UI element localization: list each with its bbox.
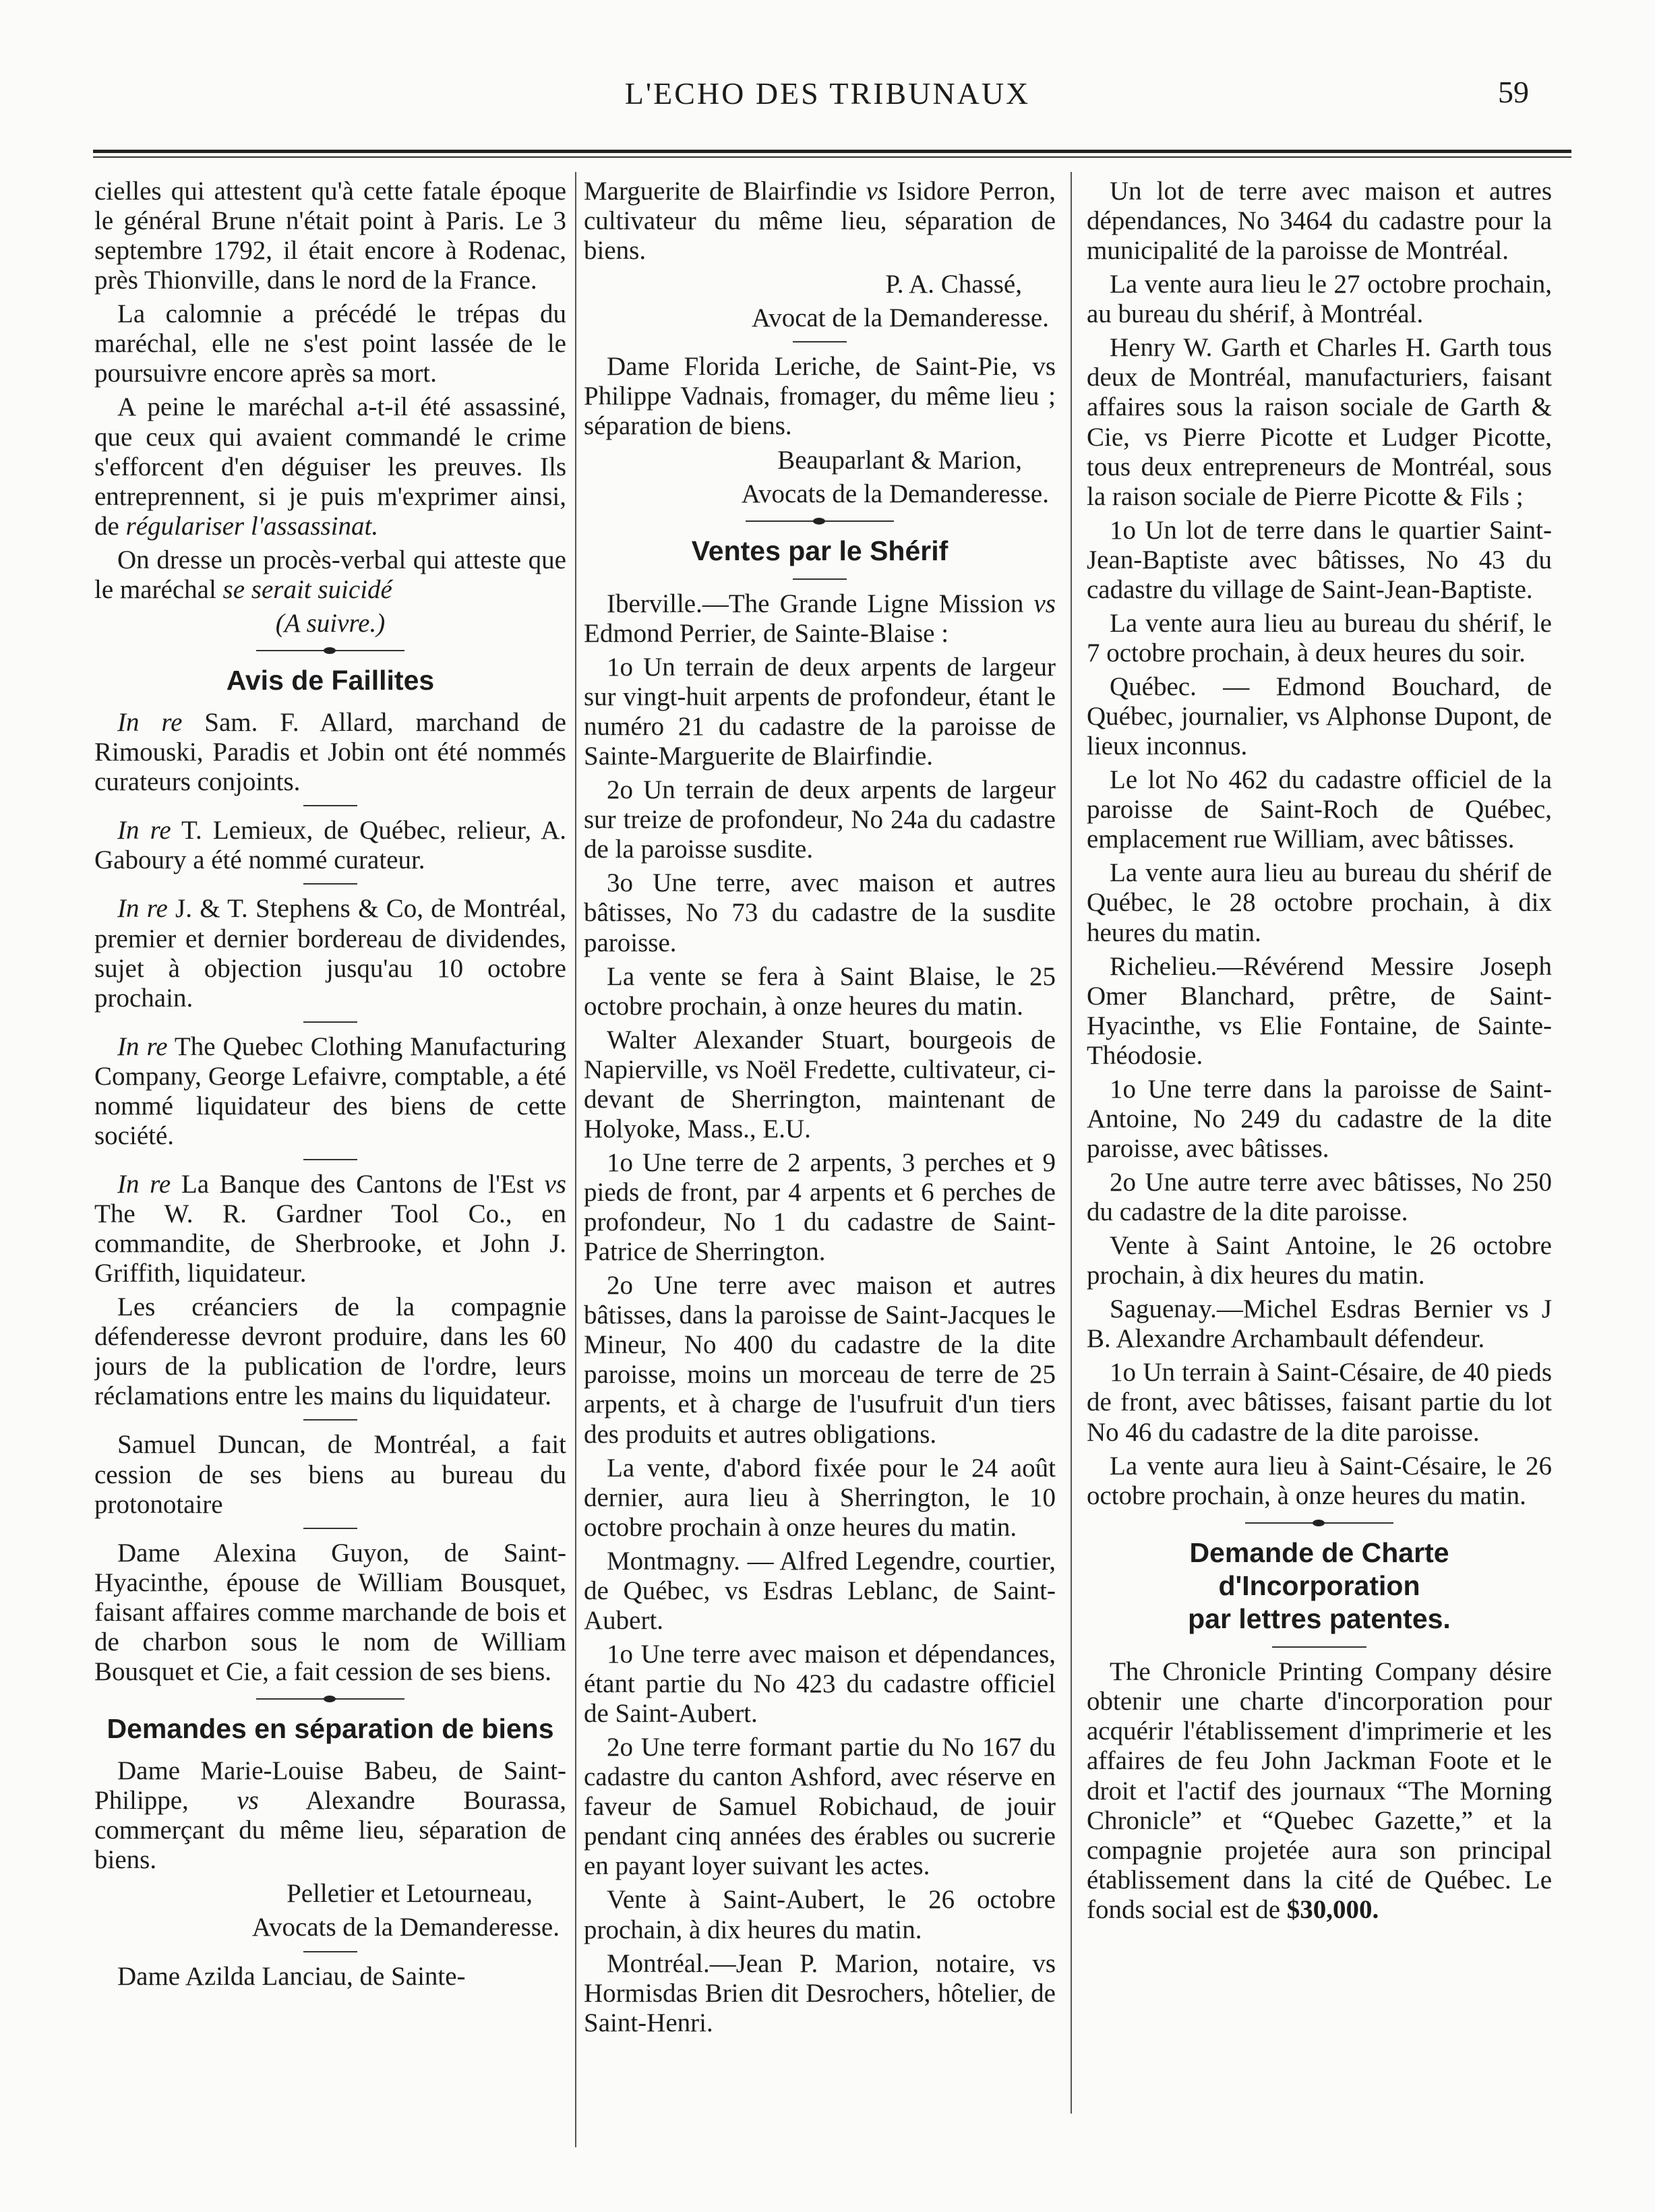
sale-notice: 1o Une terre avec maison et dépendances, étant partie du No 423 du cadastre officiel de Saint-Aubert. [584,1639,1056,1729]
bankruptcy-notice: In re T. Lemieux, de Québec, relieur, A. Gaboury a été nommé curateur. [94,816,566,875]
bankruptcy-notice: In re The Quebec Clothing Manufacturing Company, George Lefaivre, comptable, a été nommé liquidateur des biens de cette société. [94,1032,566,1150]
header-rule-thin [93,156,1571,158]
separation-notice: Dame Azilda Lanciau, de Sainte- [117,1961,466,1991]
sale-notice: La vente se fera à Saint Blaise, le 25 octobre prochain, à onze heures du matin. [584,961,1056,1021]
separator-dash [303,1528,357,1529]
column-middle [584,177,1056,2186]
sale-notice: Montréal.—Jean P. Marion, notaire, vs Hormisdas Brien dit Desrochers, hôtelier, de Saint-Henri. [584,1948,1056,2037]
sale-notice: La vente aura lieu au bureau du shérif, le 7 octobre prochain, à deux heures du soir. [1087,608,1552,667]
separator-dash [793,341,847,342]
separation-notice: Marguerite de Blairfindie vs Isidore Perron, cultivateur du même lieu, séparation de biens. [584,177,1056,266]
heading-avis-de-faillites: Avis de Faillites [226,664,435,696]
paragraph: Les créanciers de la compagnie défenderesse devront produire, dans les 60 jours de la publication de l'ordre, leurs réclamations entre les mains du liquidateur. [94,1292,566,1411]
signature: Avocats de la Demanderesse. [251,1913,560,1942]
sale-notice: 3o Une terre, avec maison et autres bâtisses, No 73 du cadastre de la susdite paroisse. [584,868,1056,957]
signature: Beauparlant & Marion, [777,445,1022,475]
sale-notice: 1o Une terre dans la paroisse de Saint-Antoine, No 249 du cadastre de la dite paroisse, avec bâtisses. [1087,1074,1552,1163]
sale-notice: Un lot de terre avec maison et autres dépendances, No 3464 du cadastre pour la municipalité de la paroisse de Montréal. [1087,177,1552,266]
sale-notice: La vente, d'abord fixée pour le 24 août dernier, aura lieu à Sherrington, le 10 octobre prochain à onze heures du matin. [584,1453,1056,1542]
separation-notice: Dame Marie-Louise Babeu, de Saint-Philippe, vs Alexandre Bourassa, commerçant du même lieu, séparation de biens. [94,1756,566,1875]
bankruptcy-notice: Samuel Duncan, de Montréal, a fait cession de ses biens au bureau du protonotaire [94,1430,566,1519]
separator-dash [303,805,357,806]
heading-line: Demande de Charte d'Incorporation [1189,1536,1449,1601]
sale-notice: Henry W. Garth et Charles H. Garth tous deux de Montréal, manufacturiers, faisant affaires sous la raison sociale de Garth & Cie, vs Pierre Picotte et Ludger Picotte, tous deux entrepreneurs de Montréal, sous la raison sociale de Pierre Picotte & Fils ; [1087,333,1552,511]
signature: Pelletier et Letourneau, [287,1879,533,1909]
paragraph: A peine le maréchal a-t-il été assassiné, que ceux qui avaient commandé le crime s'efforcent d'en déguiser les preuves. Ils entreprennent, si je puis m'exprimer ainsi, de régulariser l'assassinat. [94,392,566,541]
sale-notice: Vente à Saint Antoine, le 26 octobre prochain, à dix heures du matin. [1087,1231,1552,1290]
separator-dash [303,1951,357,1952]
signature: Avocats de la Demanderesse. [741,479,1049,508]
sale-notice: 1o Un terrain de deux arpents de largeur sur vingt-huit arpents de profondeur, étant le numéro 21 du cadastre de la paroisse de Sainte-Marguerite de Blairfindie. [584,652,1056,771]
sale-notice: 2o Une terre formant partie du No 167 du cadastre du canton Ashford, avec réserve en faveur de Samuel Robichaud, de jouir pendant cinq années des érables ou sucrerie en payant loyer suivant les actes. [584,1733,1056,1881]
separator-dash [1272,1646,1366,1648]
column-left [94,177,566,2186]
header-rule-thick [93,150,1571,153]
sale-notice: Walter Alexander Stuart, bourgeois de Napierville, vs Noël Fredette, cultivateur, ci-devant de Sherrington, maintenant de Holyoke, Mass., E.U. [584,1025,1056,1143]
heading-line: par lettres patentes. [1188,1603,1451,1635]
paragraph: cielles qui attestent qu'à cette fatale époque le général Brune n'était point à Paris. Le 3 septembre 1792, il était encore à Rodenac, près Thionville, dans le nord de la France. [94,177,566,295]
sale-notice: La vente aura lieu au bureau du shérif de Québec, le 28 octobre prochain, à dix heures du matin. [1087,858,1552,947]
sale-notice: Saguenay.—Michel Esdras Bernier vs J B. Alexandre Archambault défendeur. [1087,1294,1552,1354]
paragraph: On dresse un procès-verbal qui atteste que le maréchal se serait suicidé [94,545,566,604]
sale-notice: 1o Un terrain à Saint-Césaire, de 40 pieds de front, avec bâtisses, faisant partie du lot No 46 du cadastre de la dite paroisse. [1087,1358,1552,1447]
separator-dash [303,1021,357,1023]
bankruptcy-notice: In re J. & T. Stephens & Co, de Montréal, premier et dernier bordereau de dividendes, sujet à objection jusqu'au 10 octobre prochain. [94,894,566,1013]
sale-notice: La vente aura lieu à Saint-Césaire, le 26 octobre prochain, à onze heures du matin. [1087,1451,1552,1510]
sale-notice: 1o Un lot de terre dans le quartier Saint-Jean-Baptiste avec bâtisses, No 43 du cadastre du village de Saint-Jean-Baptiste. [1087,515,1552,604]
heading-separation-de-biens: Demandes en séparation de biens [107,1712,554,1744]
sale-notice: Le lot No 462 du cadastre officiel de la paroisse de Saint-Roch de Québec, emplacement rue William, avec bâtisses. [1087,765,1552,854]
sale-notice: Montmagny. — Alfred Legendre, courtier, de Québec, vs Esdras Leblanc, de Saint-Aubert. [584,1546,1056,1635]
separator-ornament [1245,1519,1393,1527]
sale-notice: La vente aura lieu le 27 octobre prochain, au bureau du shérif, à Montréal. [1087,270,1552,329]
heading-ventes-par-le-sherif: Ventes par le Shérif [691,535,949,566]
page-number: 59 [1498,75,1529,109]
separator-dash [303,883,357,885]
signature: P. A. Chassé, [885,270,1022,299]
sale-notice: 2o Une autre terre avec bâtisses, No 250 du cadastre de la dite paroisse. [1087,1168,1552,1227]
signature: Avocat de la Demanderesse. [751,303,1049,333]
separator-dash [793,578,847,580]
heading-demande-de-charte [1087,1536,1552,1636]
sale-notice: 2o Un terrain de deux arpents de largeur sur treize de profondeur, No 24a du cadastre de la paroisse susdite. [584,775,1056,864]
separator-ornament [746,517,894,525]
sale-notice: Iberville.—The Grande Ligne Mission vs Edmond Perrier, de Sainte-Blaise : [584,589,1056,648]
sale-notice: Vente à Saint-Aubert, le 26 octobre prochain, à dix heures du matin. [584,1885,1056,1944]
journal-title: L'ECHO DES TRIBUNAUX [624,76,1031,111]
separator-dash [303,1159,357,1160]
a-suivre: (A suivre.) [275,608,386,638]
column-right [1087,177,1552,2186]
separator-ornament [256,647,404,655]
charter-notice: The Chronicle Printing Company désire obtenir une charte d'incorporation pour acquérir l'établissement d'imprimerie et les affaires de feu John Jackman Foote et le droit et l'actif des journaux “The Morning Chronicle” et “Quebec Gazette,” et la compagnie projetée aura son principal établissement dans la cité de Québec. Le fonds social est de $30,000. [1087,1657,1552,1924]
bankruptcy-notice: Dame Alexina Guyon, de Saint-Hyacinthe, épouse de William Bousquet, faisant affaires comme marchande de bois et de charbon sous le nom de William Bousquet et Cie, a fait cession de ses biens. [94,1538,566,1686]
separator-ornament [256,1695,404,1703]
sale-notice: Richelieu.—Révérend Messire Joseph Omer Blanchard, prêtre, de Saint-Hyacinthe, vs Elie Fontaine, de Sainte-Théodosie. [1087,951,1552,1070]
bankruptcy-notice: In re La Banque des Cantons de l'Est vs The W. R. Gardner Tool Co., en commandite, de Sherbrooke, et John J. Griffith, liquidateur. [94,1169,566,1288]
column-divider-right [1071,172,1072,2114]
sale-notice: 1o Une terre de 2 arpents, 3 perches et 9 pieds de front, par 4 arpents et 6 perches de profondeur, No 1 du cadastre de Saint-Patrice de Sherrington. [584,1147,1056,1267]
separator-dash [303,1419,357,1421]
column-divider-left [575,172,576,2147]
separation-notice: Dame Florida Leriche, de Saint-Pie, vs Philippe Vadnais, fromager, du même lieu ; séparation de biens. [584,352,1056,441]
paragraph: La calomnie a précédé le trépas du maréchal, elle ne s'est point lassée de le poursuivre encore après sa mort. [94,299,566,388]
sale-notice: Québec. — Edmond Bouchard, de Québec, journalier, vs Alphonse Dupont, de lieux inconnus. [1087,672,1552,761]
bankruptcy-notice: In re Sam. F. Allard, marchand de Rimouski, Paradis et Jobin ont été nommés curateurs conjoints. [94,708,566,797]
sale-notice: 2o Une terre avec maison et autres bâtisses, dans la paroisse de Saint-Jacques le Mineur, No 400 du cadastre de la dite paroisse, moins un morceau de terre de 25 arpents, et à charge de l'usufruit d'un tiers des produits et autres obligations. [584,1271,1056,1449]
